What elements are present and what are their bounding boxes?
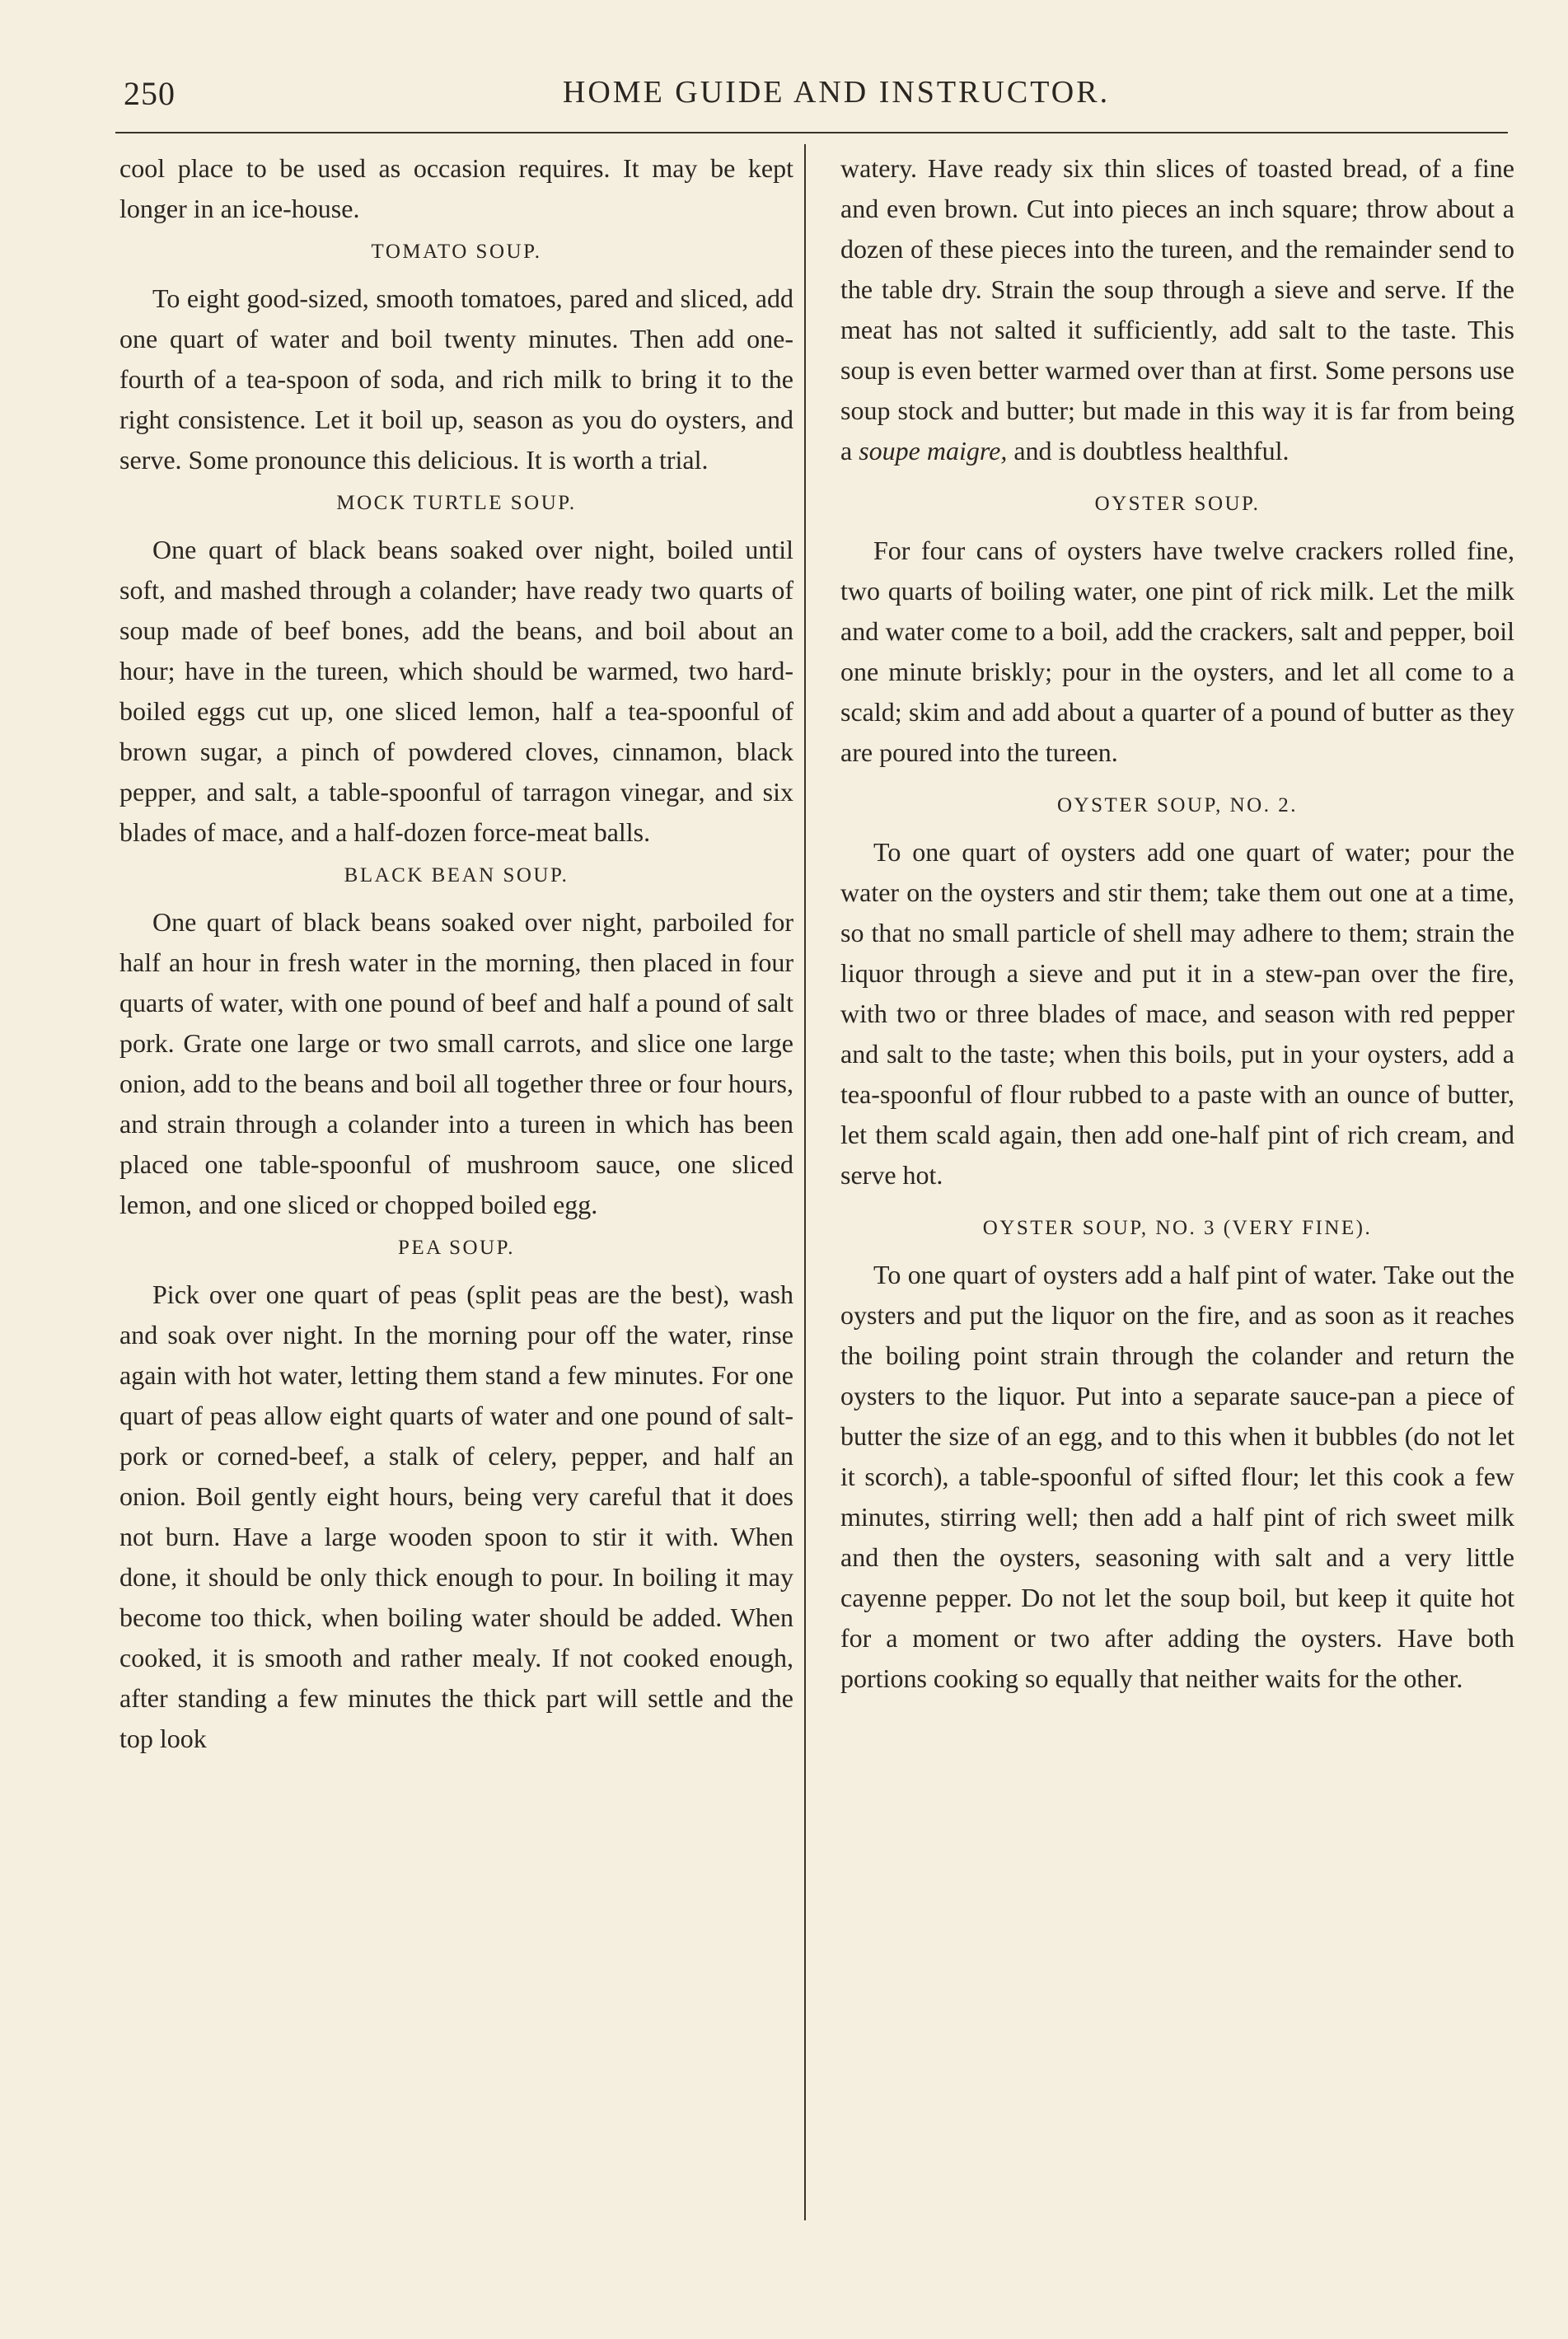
black-bean-soup-text: One quart of black beans soaked over night, parboiled for half an hour in fresh water in the morning, then placed in four quarts of water, with one pound of beef and half a pound of salt pork. Grate one large or two small carrots, and slice one large onion, add to the beans and boil all together three or four hours, and strain through a colander into a tureen in which has been placed one table-spoonful of mushroom sauce, one sliced lemon, and one sliced or chopped boiled egg. [119, 907, 793, 1219]
pea-soup-text: Pick over one quart of peas (split peas are the best), wash and soak over night. In the morning pour off the water, rinse again with hot water, letting them stand a few minutes. For one quart of peas allow eight quarts of water and one pound of salt-pork or corned-beef, a stalk of celery, pepper, and half an onion. Boil gently eight hours, being very careful that it does not burn. Have a large wooden spoon to stir it with. When done, it should be only thick enough to pour. In boiling it may become too thick, when boiling water should be added. When cooked, it is smooth and rather mealy. If not cooked enough, after standing a few minutes the thick part will settle and the top look [119, 1279, 793, 1753]
oyster-soup-text: For four cans of oysters have twelve crackers rolled fine, two quarts of boiling water, one pint of rick milk. Let the milk and water come to a boil, add the crackers, salt and pepper, boil one minute briskly; pour in the oysters, and let all come to a scald; skim and add about a quarter of a pound of butter as they are poured into the tureen. [840, 536, 1514, 767]
page-header [115, 74, 1508, 115]
column-divider [804, 144, 806, 2220]
page-number: 250 [124, 75, 176, 112]
running-title: HOME GUIDE AND INSTRUCTOR. [562, 75, 1111, 110]
soupe-maigre-italic: soupe maigre, [859, 436, 1008, 465]
mock-turtle-soup-heading: MOCK TURTLE SOUP. [336, 492, 577, 514]
black-bean-soup-heading: BLACK BEAN SOUP. [344, 864, 569, 886]
mock-turtle-soup-text: One quart of black beans soaked over night, boiled until soft, and mashed through a colander; have ready two quarts of soup made of beef bones, add the beans, and boil about an hour; have in the tureen, which should be warmed, two hard-boiled eggs cut up, one sliced lemon, half a tea-spoonful of brown sugar, a pinch of powdered cloves, cinnamon, black pepper, and salt, a table-spoonful of tarragon vinegar, and six blades of mace, and a half-dozen force-meat balls. [119, 535, 793, 847]
tomato-soup-text: To eight good-sized, smooth tomatoes, pared and sliced, add one quart of water and boil twenty minutes. Then add one-fourth of a tea-spoon of soda, and rich milk to bring it to the right consistence. Let it boil up, season as you do oysters, and serve. Some pronounce this delicious. It is worth a trial. [119, 283, 793, 475]
header-rule [115, 132, 1508, 133]
continued-text-before: watery. Have ready six thin slices of toasted bread, of a fine and even brown. Cut into pieces an inch square; throw about a dozen of these pieces into the tureen, and the remainder send to the table dry. Strain the soup through a sieve and serve. If the meat has not salted it sufficiently, add salt to the taste. This soup is even better warmed over than at first. Some persons use soup stock and butter; but made in this way it is far from being a [840, 153, 1514, 465]
pea-soup-heading: PEA SOUP. [398, 1237, 515, 1259]
right-column [840, 148, 1514, 1699]
oyster-soup-3-heading: OYSTER SOUP, NO. 3 (VERY FINE). [982, 1217, 1373, 1239]
continued-paragraph-right [840, 148, 1514, 471]
oyster-soup-2-heading: OYSTER SOUP, NO. 2. [1057, 794, 1298, 816]
left-column [119, 148, 793, 1759]
oyster-soup-2-text: To one quart of oysters add one quart of water; pour the water on the oysters and stir them; take them out one at a time, so that no small particle of shell may adhere to them; strain the liquor through a sieve and put it in a stew-pan over the fire, with two or three blades of mace, and season with red pepper and salt to the taste; when this boils, put in your oysters, add a tea-spoonful of flour rubbed to a paste with an ounce of butter, let them scald again, then add one-half pint of rich cream, and serve hot. [840, 837, 1514, 1190]
tomato-soup-heading: TOMATO SOUP. [371, 241, 542, 263]
continued-paragraph: cool place to be used as occasion requires. It may be kept longer in an ice-house. [119, 153, 793, 223]
continued-text-after: and is doubtless healthful. [1007, 436, 1290, 465]
oyster-soup-heading: OYSTER SOUP. [1094, 493, 1261, 515]
oyster-soup-3-text: To one quart of oysters add a half pint of water. Take out the oysters and put the liquor on the fire, and as soon as it reaches the boiling point strain through the colander and return the oysters to the liquor. Put into a separate sauce-pan a piece of butter the size of an egg, and to this when it bubbles (do not let it scorch), a table-spoonful of sifted flour; let this cook a few minutes, stirring well; then add a half pint of rich sweet milk and then the oysters, seasoning with salt and a very little cayenne pepper. Do not let the soup boil, but keep it quite hot for a moment or two after adding the oysters. Have both portions cooking so equally that neither waits for the other. [840, 1260, 1514, 1693]
